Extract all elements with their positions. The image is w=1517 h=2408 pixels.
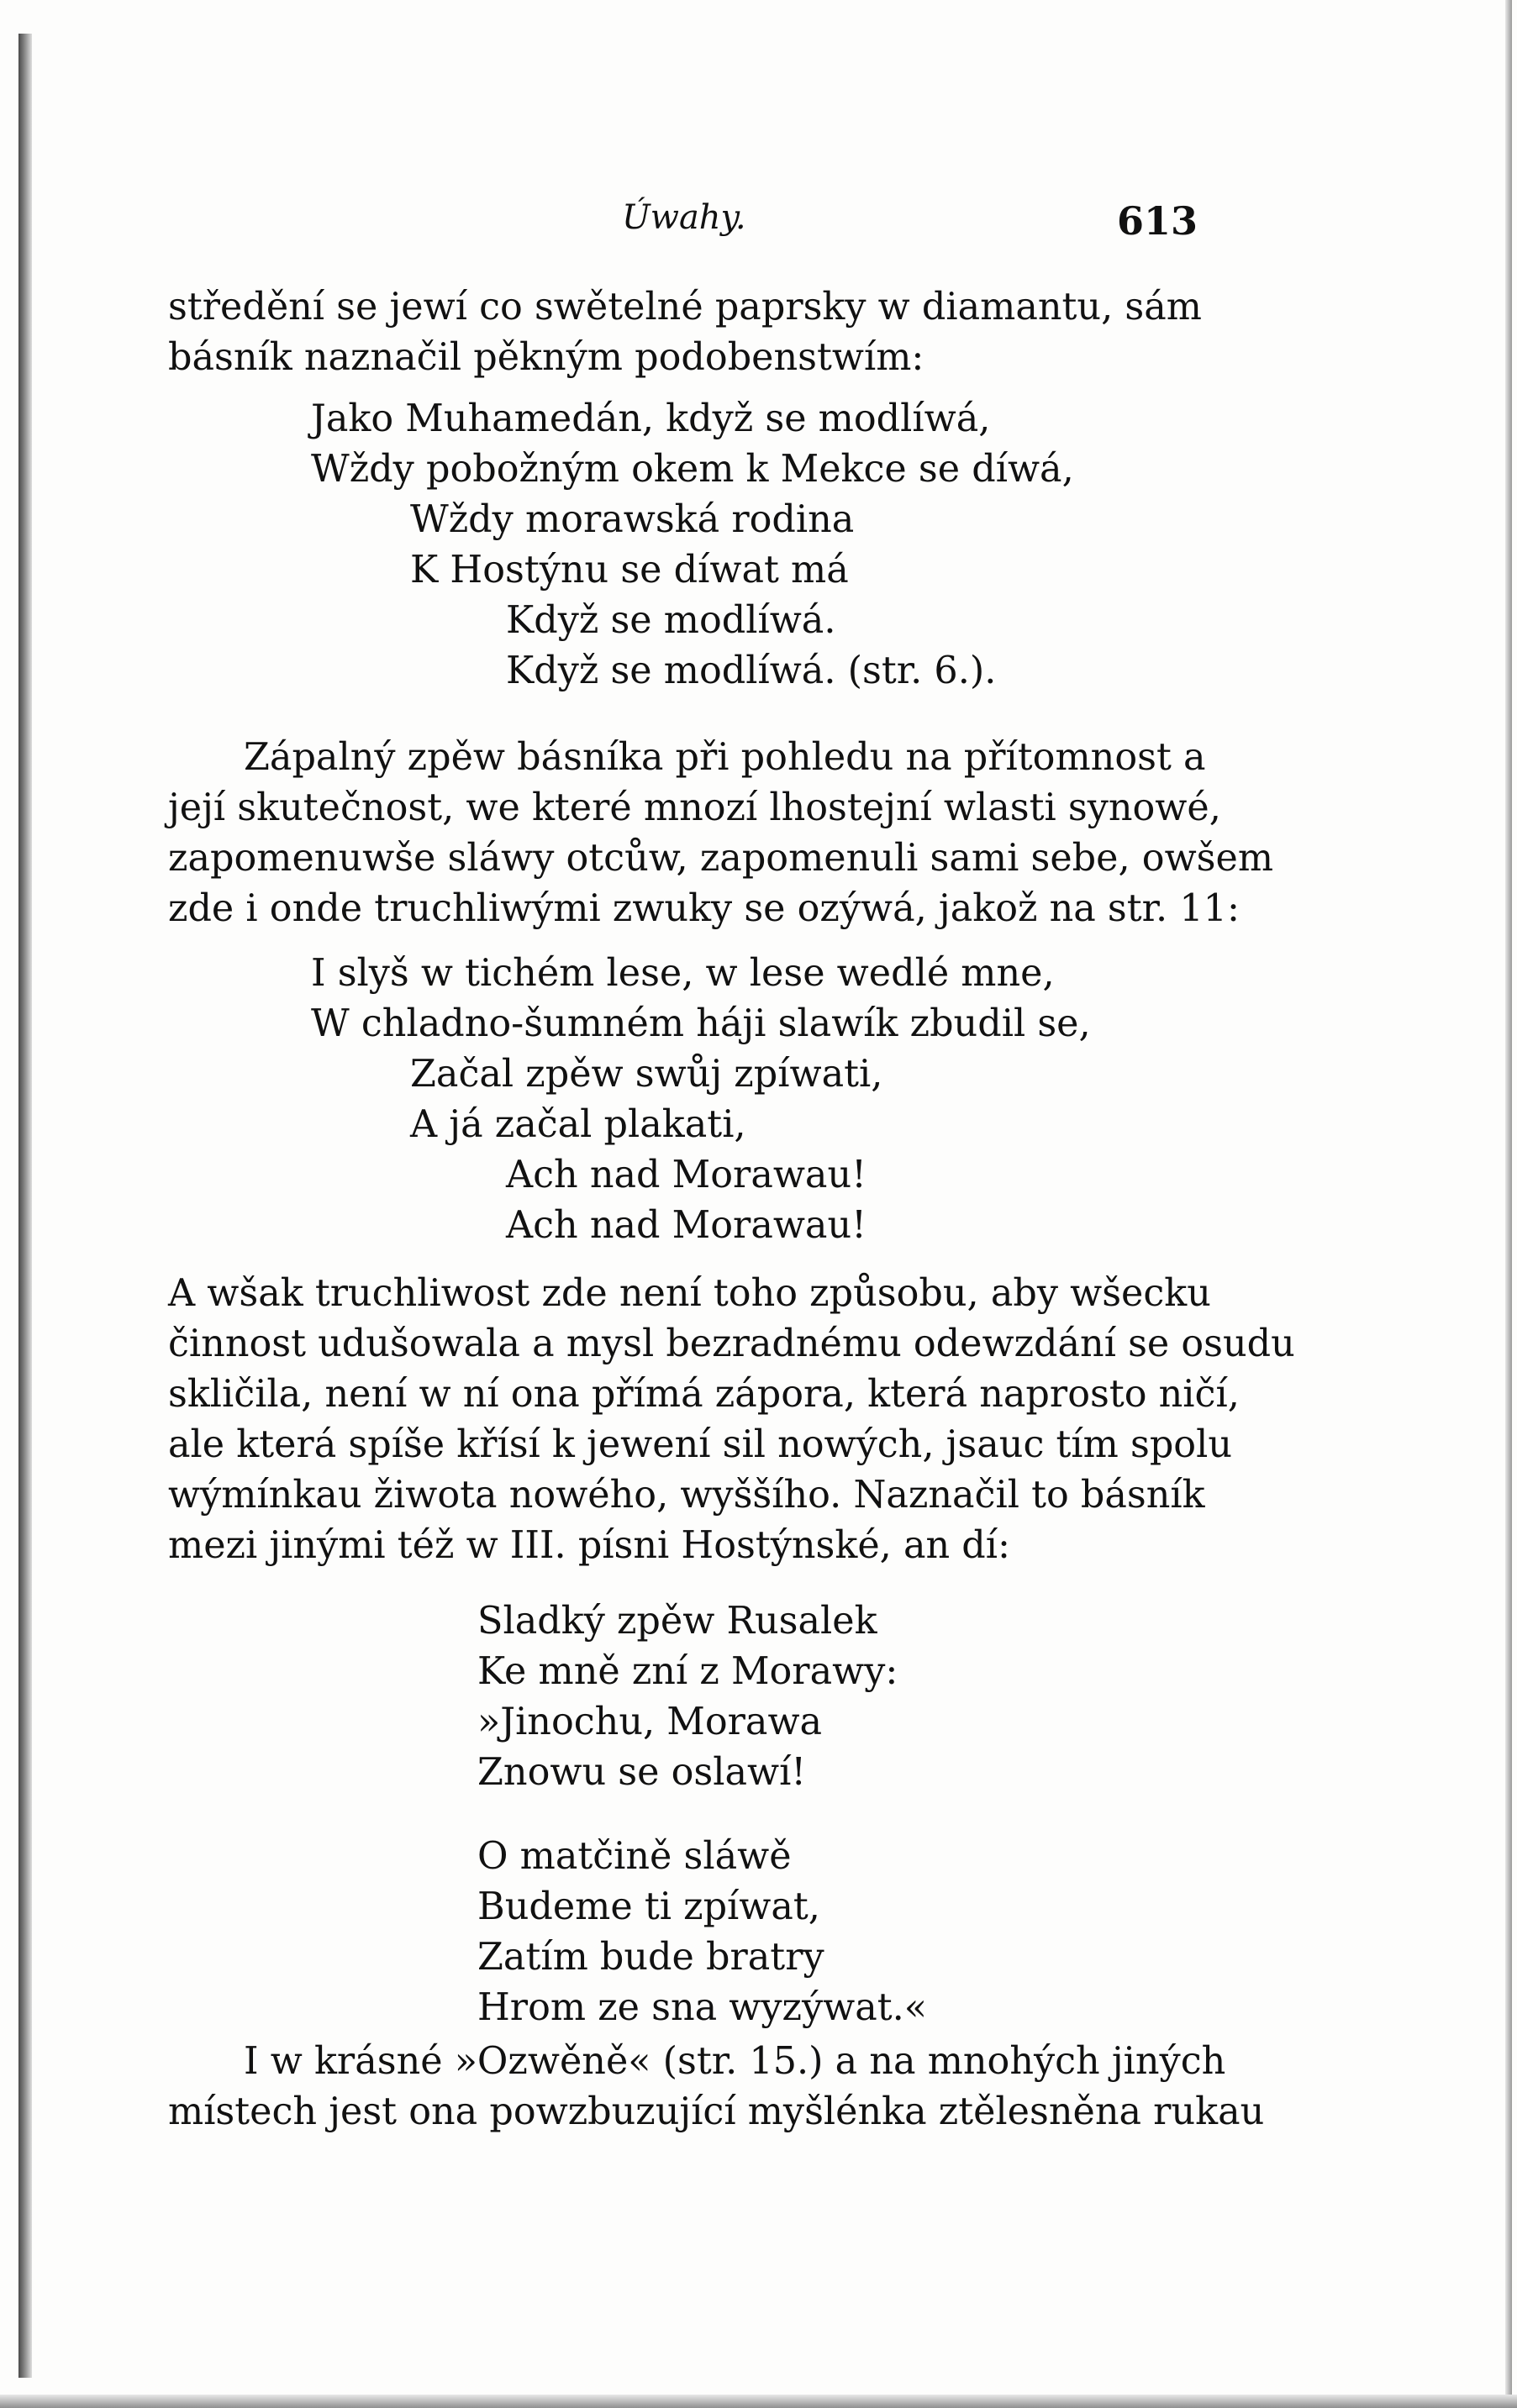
paragraph-4	[168, 2037, 1265, 2137]
text-line: zapomenuwše sláwy otcůw, zapomenuli sami sebe, owšem	[168, 837, 1274, 880]
verse-line: Zatím bude bratry	[477, 1936, 824, 1979]
page-binding-edge	[18, 34, 32, 2378]
verse-line: Jako Muhamedán, když se modlíwá,	[311, 397, 991, 440]
text-line: mezi jinými též w III. písni Hostýnské, an dí:	[168, 1524, 1011, 1567]
paragraph-3	[168, 1269, 1295, 1571]
verse-line: O matčině sláwě	[477, 1835, 792, 1878]
verse-line: Hrom ze sna wyzýwat.«	[477, 1986, 927, 2029]
text-line: I w krásné »Ozwěně« (str. 15.) a na mnohých jiných	[244, 2040, 1226, 2083]
text-line: ale která spíše křísí k jewení sil nowých, jsauc tím spolu	[168, 1423, 1232, 1466]
page-bottom-edge	[0, 2395, 1517, 2408]
text-line: básník naznačil pěkným podobenstwím:	[168, 336, 924, 379]
page-right-edge	[1505, 0, 1512, 2408]
text-line: místech jest ona powzbuzující myšlénka ztělesněna rukau	[168, 2090, 1265, 2133]
verse-line: A já začal plakati,	[410, 1103, 746, 1146]
paragraph-1	[168, 282, 1202, 383]
verse-line: Začal zpěw swůj zpíwati,	[410, 1053, 883, 1096]
text-line: středění se jewí co swětelné paprsky w diamantu, sám	[168, 286, 1202, 329]
verse-4	[477, 1832, 927, 2033]
text-line: Zápalný zpěw básníka při pohledu na přítomnost a	[244, 736, 1206, 779]
text-line: skličila, není w ní ona přímá zápora, která naprosto ničí,	[168, 1373, 1240, 1416]
verse-line: Ach nad Morawau!	[506, 1154, 867, 1196]
paragraph-2	[168, 733, 1274, 934]
text-line: wýmínkau žiwota nowého, wyššího. Naznačil to básník	[168, 1474, 1205, 1517]
page-number: 613	[1116, 198, 1198, 244]
text-line: A wšak truchliwost zde není toho způsobu, aby wšecku	[168, 1272, 1211, 1315]
verse-line: Budeme ti zpíwat,	[477, 1885, 820, 1928]
verse-line: Ach nad Morawau!	[506, 1204, 867, 1247]
verse-2	[311, 949, 1091, 1251]
verse-line: Když se modlíwá.	[506, 599, 836, 642]
verse-line: Znowu se oslawí!	[477, 1751, 807, 1794]
text-line: činnost udušowala a mysl bezradnému odewzdání se osudu	[168, 1322, 1295, 1365]
verse-line: Wždy morawská rodina	[410, 498, 855, 541]
verse-1	[311, 394, 1074, 697]
verse-line: I slyš w tichém lese, w lese wedlé mne,	[311, 952, 1055, 995]
verse-3	[477, 1596, 898, 1798]
verse-line: W chladno-šumném háji slawík zbudil se,	[311, 1002, 1091, 1045]
page-header	[168, 198, 1198, 249]
verse-line: Sladký zpěw Rusalek	[477, 1600, 877, 1643]
verse-line: Ke mně zní z Morawy:	[477, 1650, 898, 1693]
text-line: zde i onde truchliwými zwuky se ozýwá, jakož na str. 11:	[168, 887, 1240, 930]
verse-line: K Hostýnu se díwat má	[410, 549, 849, 591]
verse-line: Když se modlíwá. (str. 6.).	[506, 649, 997, 692]
verse-line: »Jinochu, Morawa	[477, 1701, 823, 1743]
text-line: její skutečnost, we které mnozí lhostejní wlasti synowé,	[168, 786, 1221, 829]
verse-line: Wždy pobožným okem k Mekce se díwá,	[311, 448, 1074, 491]
running-title: Úwahy.	[622, 198, 746, 237]
